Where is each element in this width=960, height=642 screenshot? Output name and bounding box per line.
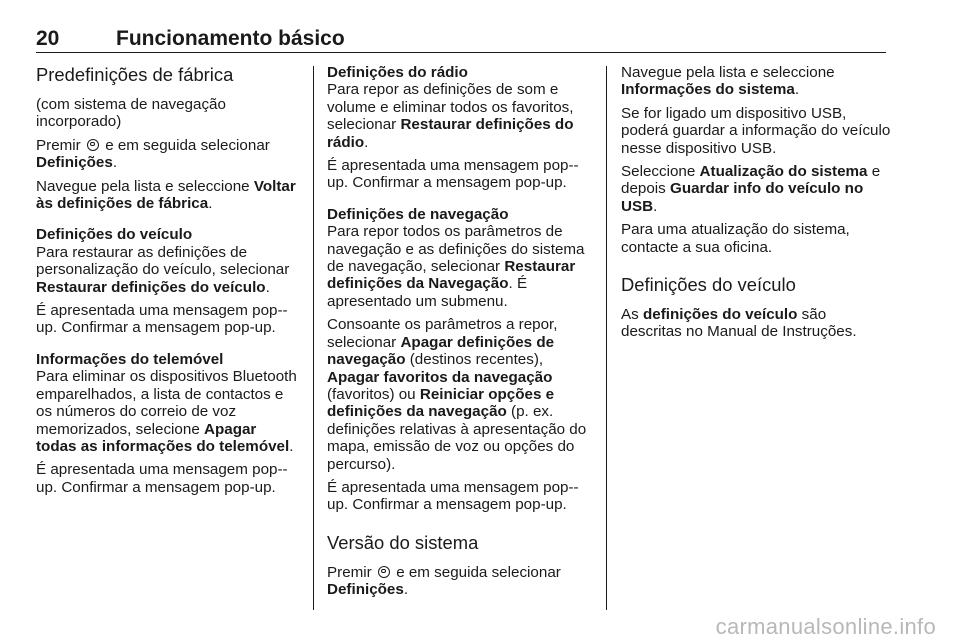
consoante-text: Consoante os parâmetros a repor, selecionar Apagar definições de navegação (destinos recentes), Apagar favoritos da navegação (favoritos) ou Reiniciar opções e definições da navegação (p. ex. definições relativas à apresentação do mapa, emissão de voz ou opções do percurso). bbox=[327, 316, 587, 473]
column-divider bbox=[606, 66, 607, 610]
instruction-navegue: Navegue pela lista e seleccione Voltar às definições de fábrica. bbox=[36, 177, 296, 213]
select-update: Seleccione Atualização do sistema e depois Guardar info do veículo no USB. bbox=[621, 163, 881, 215]
subheading-vehicle: Definições do veículo bbox=[36, 226, 193, 244]
phone-text: Para eliminar os dispositivos Bluetooth emparelhados, a lista de contactos e os números do correio de voz memorizados, selecione Apagar todas as informações do telemóvel. bbox=[36, 368, 297, 455]
vehicle-text: Para restaurar as definições de personalização do veículo, selecionar Restaurar definições do veículo. bbox=[36, 243, 290, 296]
instruction-premir-version: Premir e em seguida selecionar Definições. bbox=[327, 563, 561, 599]
section-heading-version: Versão do sistema bbox=[327, 531, 479, 553]
column-1 bbox=[36, 64, 300, 502]
vehicle-manual-text: As definições do veículo são descritas no Manual de Instruções. bbox=[621, 306, 857, 341]
radio-text: Para repor as definições de som e volume e eliminar todos os favoritos, selecionar Restaurar definições do rádio. bbox=[327, 81, 574, 151]
watermark: carmanualsonline.info bbox=[715, 614, 936, 639]
instruction-premir: Premir e em seguida selecionar Definições. bbox=[36, 136, 270, 172]
page-number: 20 bbox=[36, 27, 60, 50]
settings-gear-icon bbox=[378, 566, 390, 578]
subheading-radio: Definições do rádio bbox=[327, 64, 468, 81]
page-title: Funcionamento básico bbox=[116, 27, 345, 50]
radio-msg: É apresentada uma mensagem pop--up. Confirmar a mensagem pop-up. bbox=[327, 157, 579, 192]
section-heading-vehicle: Definições do veículo bbox=[621, 274, 796, 296]
vehicle-msg: É apresentada uma mensagem pop--up. Confirmar a mensagem pop-up. bbox=[36, 302, 288, 337]
usb-text: Se for ligado um dispositivo USB, poderá guardar a informação do veículo nesse dispositivo USB. bbox=[621, 104, 891, 157]
settings-gear-icon bbox=[87, 139, 99, 151]
phone-msg: É apresentada uma mensagem pop--up. Confirmar a mensagem pop-up. bbox=[36, 461, 288, 496]
intro-text: (com sistema de navegação incorporado) bbox=[36, 96, 226, 131]
subheading-phone: Informações do telemóvel bbox=[36, 350, 224, 368]
subheading-navigation: Definições de navegação bbox=[327, 205, 509, 223]
page-header bbox=[36, 26, 886, 53]
consoante-msg: É apresentada uma mensagem pop--up. Confirmar a mensagem pop-up. bbox=[327, 478, 579, 514]
section-heading-factory: Predefinições de fábrica bbox=[36, 64, 234, 85]
navegue-info: Navegue pela lista e seleccione Informações do sistema. bbox=[621, 64, 835, 99]
update-text: Para uma atualização do sistema, contacte a sua oficina. bbox=[621, 221, 850, 256]
nav-text: Para repor todos os parâmetros de navegação e as definições do sistema de navegação, selecionar Restaurar definições da Navegação. É apresentado um submenu. bbox=[327, 223, 585, 310]
column-divider bbox=[313, 66, 314, 610]
column-2 bbox=[327, 64, 591, 605]
column-3 bbox=[621, 64, 891, 347]
